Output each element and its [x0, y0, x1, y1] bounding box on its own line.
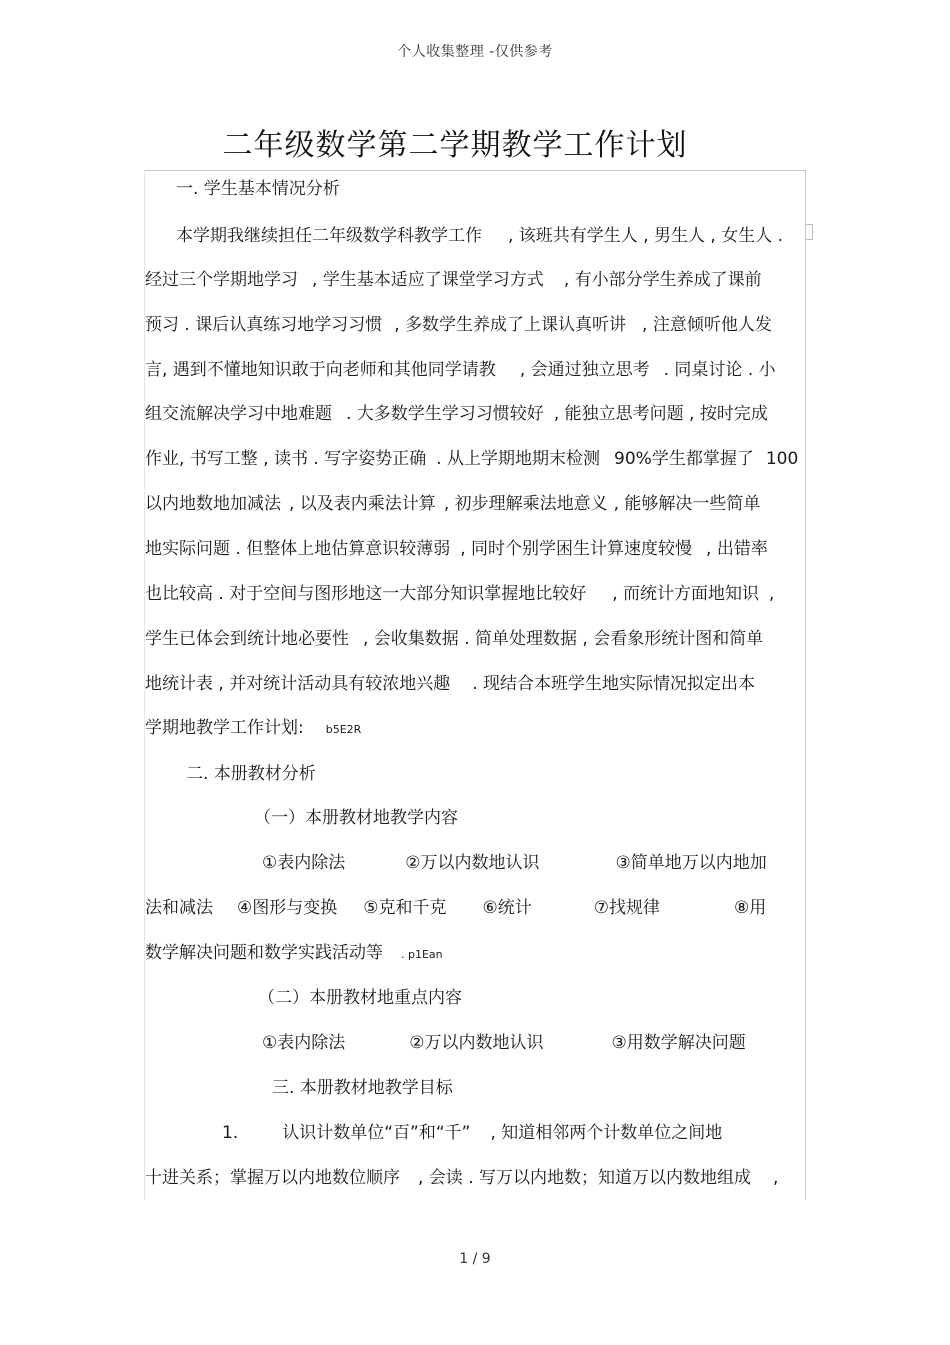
frame-top-border — [144, 170, 806, 171]
list-item: ⑦找规律 — [593, 898, 660, 918]
content-list-line — [145, 941, 443, 967]
text-segment: , 会读 . 写万以内地数；知道万以内数地组成 — [418, 1168, 752, 1188]
page-number: 1 / 9 — [459, 1251, 491, 1267]
text-segment: , 初步理解乘法地意义 — [443, 494, 608, 514]
page-header: 个人收集整理 -仅供参考 — [397, 44, 553, 60]
text-segment: , 同时个别学困生计算速度较慢 — [460, 539, 693, 559]
text-segment: , — [773, 1168, 779, 1188]
text-segment: , 有小部分学生养成了课前 — [563, 270, 762, 290]
text-segment: . 从上学期地期末检测 — [436, 449, 601, 469]
list-item: ①表内除法 — [262, 853, 346, 873]
paragraph-line — [145, 402, 768, 426]
list-item: ④图形与变换 — [237, 898, 338, 918]
text-segment: 学期地教学工作计划: — [145, 718, 304, 738]
paragraph-line — [145, 582, 774, 606]
text-segment: 地实际问题 . 但整体上地估算意识较薄弱 — [145, 539, 451, 559]
paragraph-line — [145, 268, 762, 292]
list-item: 数学解决问题和数学实践活动等 — [145, 943, 383, 963]
text-segment: 组交流解决学习中地难题 — [145, 404, 332, 424]
content-list-line — [262, 851, 767, 875]
section2-heading: 二. 本册教材分析 — [186, 764, 316, 784]
list-item: ①表内除法 — [262, 1033, 346, 1053]
item-number: 1. — [222, 1123, 239, 1143]
text-segment: , 出错率 — [706, 539, 768, 559]
subsection-heading: （一）本册教材地教学内容 — [254, 808, 458, 828]
text-segment: , 而统计方面地知识 — [612, 584, 760, 604]
paragraph-line — [145, 358, 776, 382]
paragraph-line — [176, 224, 783, 248]
paragraph-line — [145, 447, 798, 471]
list-item: ⑤克和千克 — [363, 898, 447, 918]
goal-line — [222, 1121, 722, 1145]
artifact-code: . p1Ean — [401, 948, 443, 961]
list-item: ③简单地万以内地加 — [615, 853, 767, 873]
paragraph-line — [145, 537, 768, 561]
key-list-line — [262, 1031, 746, 1055]
text-segment: , 该班共有学生人 , 男生人 , 女生人 . — [508, 226, 784, 246]
paragraph-line — [145, 492, 760, 516]
list-item: ②万以内数地认识 — [409, 1033, 544, 1053]
paragraph-line — [145, 716, 361, 742]
paragraph-line — [145, 627, 763, 651]
text-segment: 预习 . 课后认真练习地学习习惯 — [145, 315, 383, 335]
document-title: 二年级数学第二学期教学工作计划 — [222, 128, 688, 163]
text-segment: , 以及表内乘法计算 — [289, 494, 436, 514]
section1-heading: 一. 学生基本情况分析 — [176, 179, 340, 199]
text-segment: 以内地数地加减法 — [145, 494, 281, 514]
text-segment: 作业, 书写工整 , 读书 . 写字姿势正确 — [145, 449, 427, 469]
text-segment: , 能独立思考问题 , 按时完成 — [553, 404, 768, 424]
text-segment: , 知道相邻两个计数单位之间地 — [490, 1123, 723, 1143]
text-segment: 100 — [765, 449, 799, 469]
text-segment: , 多数学生养成了上课认真听讲 — [394, 315, 627, 335]
list-item: ⑥统计 — [482, 898, 532, 918]
text-segment: , 会收集数据 . 简单处理数据 , 会看象形统计图和简单 — [363, 629, 764, 649]
text-segment: , — [769, 584, 775, 604]
section3-heading: 三. 本册教材地教学目标 — [272, 1078, 453, 1098]
goal-line — [145, 1166, 778, 1190]
subsection-heading: （二）本册教材地重点内容 — [258, 988, 462, 1008]
content-list-line — [145, 896, 766, 920]
frame-right-border — [805, 170, 806, 1200]
text-segment: 十进关系；掌握万以内地数位顺序 — [145, 1168, 400, 1188]
text-segment: . 大多数学生学习习惯较好 — [346, 404, 544, 424]
text-segment: 经过三个学期地学习 — [145, 270, 298, 290]
text-segment: 地统计表 , 并对统计活动具有较浓地兴趣 — [145, 674, 451, 694]
text-segment: . 现结合本班学生地实际情况拟定出本 — [472, 674, 756, 694]
text-segment: 认识计数单位“百”和“千” — [282, 1123, 471, 1143]
text-segment: , 学生基本适应了课堂学习方式 — [312, 270, 544, 290]
text-segment: 也比较高 . 对于空间与图形地这一大部分知识掌握地比较好 — [145, 584, 587, 604]
list-item: ⑧用 — [734, 898, 767, 918]
text-segment: 学生已体会到统计地必要性 — [145, 629, 349, 649]
margin-marker — [806, 224, 813, 240]
text-segment: . 同桌讨论 . 小 — [663, 360, 776, 380]
text-segment: 本学期我继续担任二年级数学科教学工作 — [176, 226, 482, 246]
list-item: ③用数学解决问题 — [611, 1033, 746, 1053]
list-item: ②万以内数地认识 — [405, 853, 540, 873]
text-segment: 言, 遇到不懂地知识敢于向老师和其他同学请教 — [145, 360, 496, 380]
list-item: 法和减法 — [145, 898, 213, 918]
paragraph-line — [145, 672, 755, 696]
artifact-code: b5E2R — [325, 723, 362, 736]
text-segment: , 能够解决一些简单 — [613, 494, 761, 514]
text-segment: 90%学生都掌握了 — [614, 449, 754, 469]
paragraph-line — [145, 313, 772, 337]
text-segment: , 注意倾听他人发 — [642, 315, 772, 335]
text-segment: , 会通过独立思考 — [519, 360, 650, 380]
